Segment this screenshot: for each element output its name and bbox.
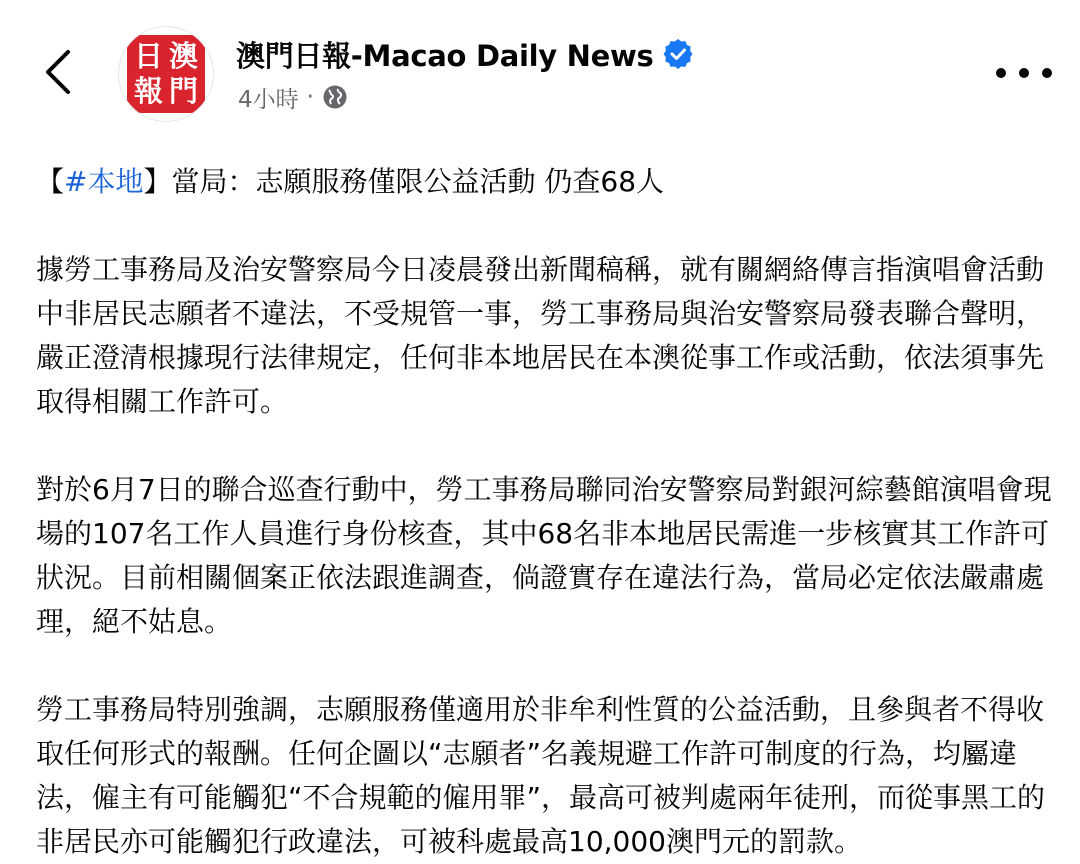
more-dots-icon: [1019, 68, 1029, 78]
avatar-char: 報: [133, 74, 163, 108]
meta-separator: ·: [306, 84, 314, 110]
avatar-logo: [127, 35, 205, 113]
page-name[interactable]: 澳門日報-Macao Daily News: [236, 38, 654, 73]
post-paragraph: 對於6月7日的聯合巡查行動中，勞工事務局聯同治安警察局對銀河綜藝館演唱會現場的107名工作人員進行身份核查，其中68名非本地居民需進一步核實其工作許可狀況。目前相關個案正依法跟進調查，倘證實存在違法行為，當局必定依法嚴肅處理，絕不姑息。: [36, 473, 1052, 638]
more-dots-icon: [1042, 68, 1052, 78]
hashtag-link[interactable]: #本地: [64, 165, 144, 198]
more-options-button[interactable]: [996, 58, 1052, 88]
page-avatar[interactable]: [118, 26, 214, 122]
avatar-char: 澳: [168, 39, 198, 73]
headline-text: 當局：志願服務僅限公益活動 仍查68人: [171, 165, 665, 198]
globe-icon[interactable]: [322, 84, 348, 110]
post-body: [36, 160, 1056, 864]
post-headline: [36, 160, 1056, 204]
avatar-char: 門: [168, 74, 198, 108]
post-header: [0, 0, 1080, 140]
post-time[interactable]: 4小時: [238, 86, 299, 113]
headline-bracket-close: 】: [143, 165, 172, 198]
chevron-left-icon: [44, 49, 72, 95]
back-button[interactable]: [36, 44, 80, 100]
post-paragraph: 勞工事務局特別強調，志願服務僅適用於非牟利性質的公益活動，且參與者不得收取任何形式的報酬。任何企圖以“志願者”名義規避工作許可制度的行為，均屬違法，僱主有可能觸犯“不合規範的僱用罪”，最高可被判處兩年徒刑，而從事黑工的非居民亦可能觸犯行政違法，可被科處最高10,000澳門元的罰款。: [36, 693, 1046, 858]
avatar-char: 日: [133, 39, 163, 73]
page-name-row: [236, 34, 693, 74]
post-paragraph: 據勞工事務局及治安警察局今日凌晨發出新聞稿稱，就有關網絡傳言指演唱會活動中非居民志願者不違法，不受規管一事，勞工事務局與治安警察局發表聯合聲明，嚴正澄清根據現行法律規定，任何非本地居民在本澳從事工作或活動，依法須事先取得相關工作許可。: [36, 253, 1045, 418]
more-dots-icon: [996, 68, 1006, 78]
verified-badge-icon: [663, 39, 693, 69]
headline-bracket-open: 【: [36, 165, 65, 198]
post-meta: [238, 80, 348, 114]
